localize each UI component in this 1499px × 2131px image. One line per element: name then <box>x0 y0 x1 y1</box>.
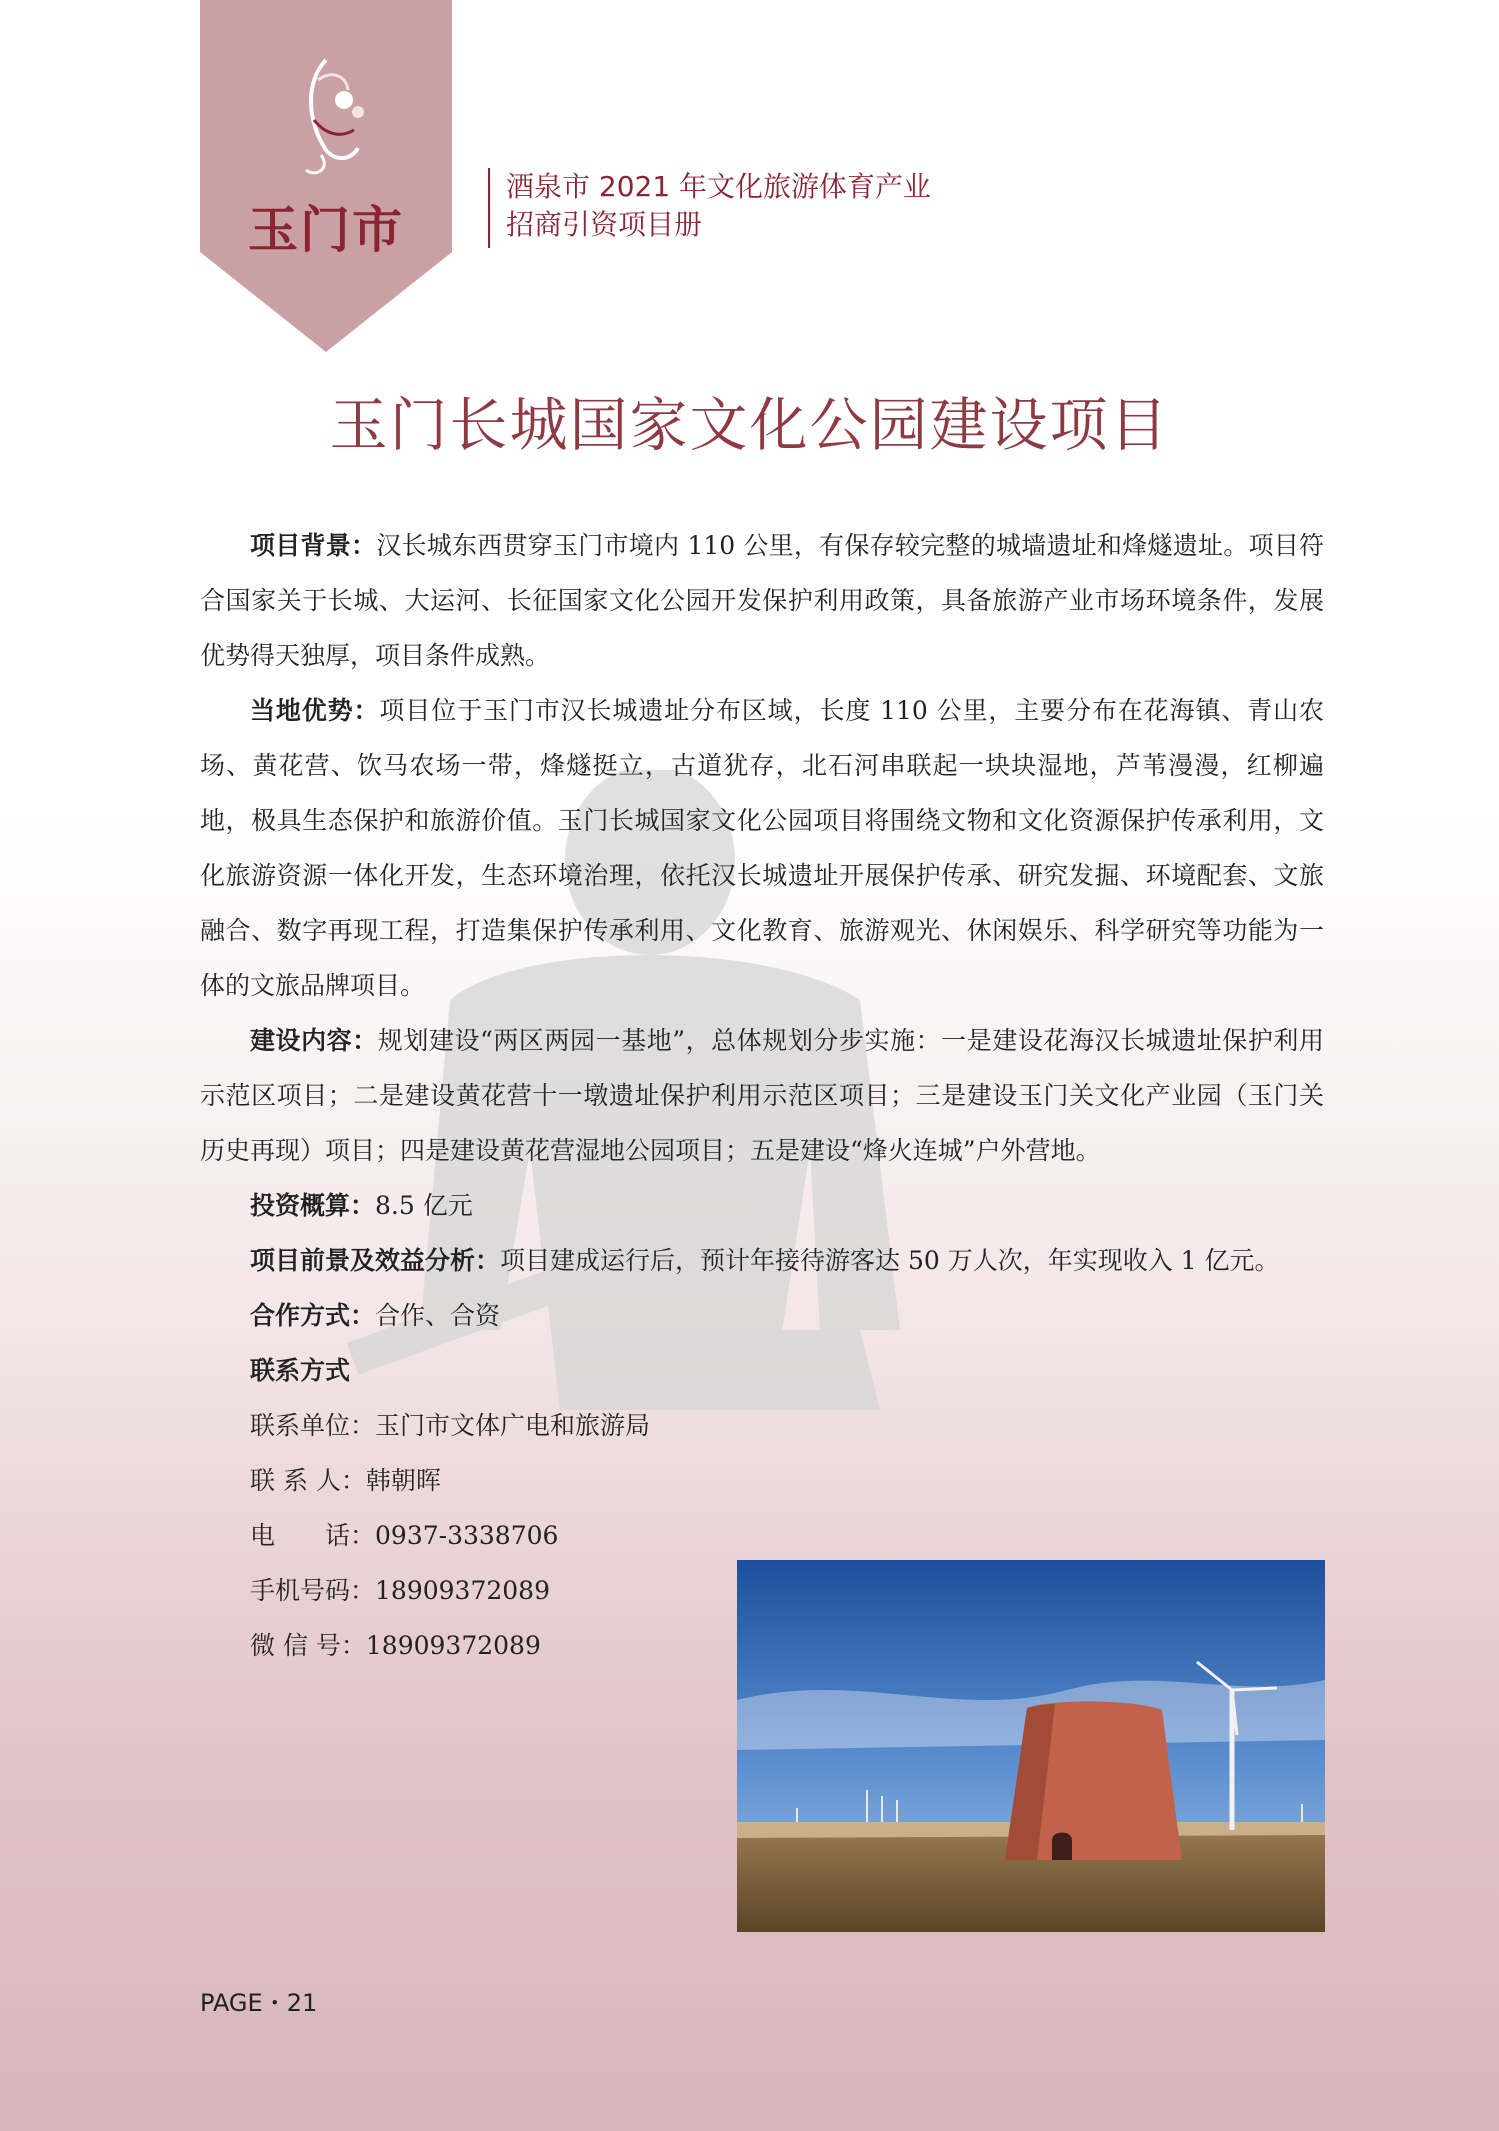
page-number: PAGE・21 <box>200 1989 318 2017</box>
publication-title-line2: 招商引资项目册 <box>506 208 703 241</box>
section-background: 项目背景：汉长城东西贯穿玉门市境内 110 公里，有保存较完整的城墙遗址和烽燧遗址。项目符合国家关于长城、大运河、长征国家文化公园开发保护利用政策，具备旅游产业市场环境条件，发展优势得天独厚，项目条件成熟。 <box>200 531 1324 670</box>
contact-person: 联 系 人：韩朝晖 <box>250 1466 441 1495</box>
contact-wechat: 微 信 号：18909372089 <box>250 1631 541 1660</box>
section-investment: 投资概算：8.5 亿元 <box>250 1191 473 1220</box>
page-title: 玉门长城国家文化公园建设项目 <box>329 391 1170 459</box>
section-cooperation: 合作方式：合作、合资 <box>250 1301 501 1330</box>
city-name: 玉门市 <box>248 201 404 259</box>
header-banner <box>200 0 452 352</box>
contact-unit: 联系单位：玉门市文体广电和旅游局 <box>250 1411 651 1440</box>
contact-phone: 电 话：0937-3338706 <box>250 1521 559 1550</box>
banner-shape <box>200 0 452 352</box>
beacon-tower-photo <box>737 1560 1325 1932</box>
section-content: 建设内容：规划建设“两区两园一基地”，总体规划分步实施：一是建设花海汉长城遗址保护利用示范区项目；二是建设黄花营十一墩遗址保护利用示范区项目；三是建设玉门关文化产业园（玉门关历史再现）项目；四是建设黄花营湿地公园项目；五是建设“烽火连城”户外营地。 <box>200 1026 1324 1165</box>
contact-heading: 联系方式 <box>250 1356 351 1385</box>
publication-title-line1: 酒泉市 2021 年文化旅游体育产业 <box>506 170 932 203</box>
section-advantage: 当地优势：项目位于玉门市汉长城遗址分布区域，长度 110 公里，主要分布在花海镇、青山农场、黄花营、饮马农场一带，烽燧挺立，古道犹存，北石河串联起一块块湿地，芦苇漫漫，红柳遍地，极具生态保护和旅游价值。玉门长城国家文化公园项目将围绕文物和文化资源保护传承利用，文化旅游资源一体化开发，生态环境治理，依托汉长城遗址开展保护传承、研究发掘、环境配套、文旅融合、数字再现工程，打造集保护传承利用、文化教育、旅游观光、休闲娱乐、科学研究等功能为一体的文旅品牌项目。 <box>200 696 1324 1000</box>
section-prospect: 项目前景及效益分析：项目建成运行后，预计年接待游客达 50 万人次，年实现收入 1 亿元。 <box>250 1246 1280 1275</box>
project-description <box>200 518 1324 1673</box>
publication-header <box>488 168 931 248</box>
contact-mobile: 手机号码：18909372089 <box>250 1576 550 1605</box>
